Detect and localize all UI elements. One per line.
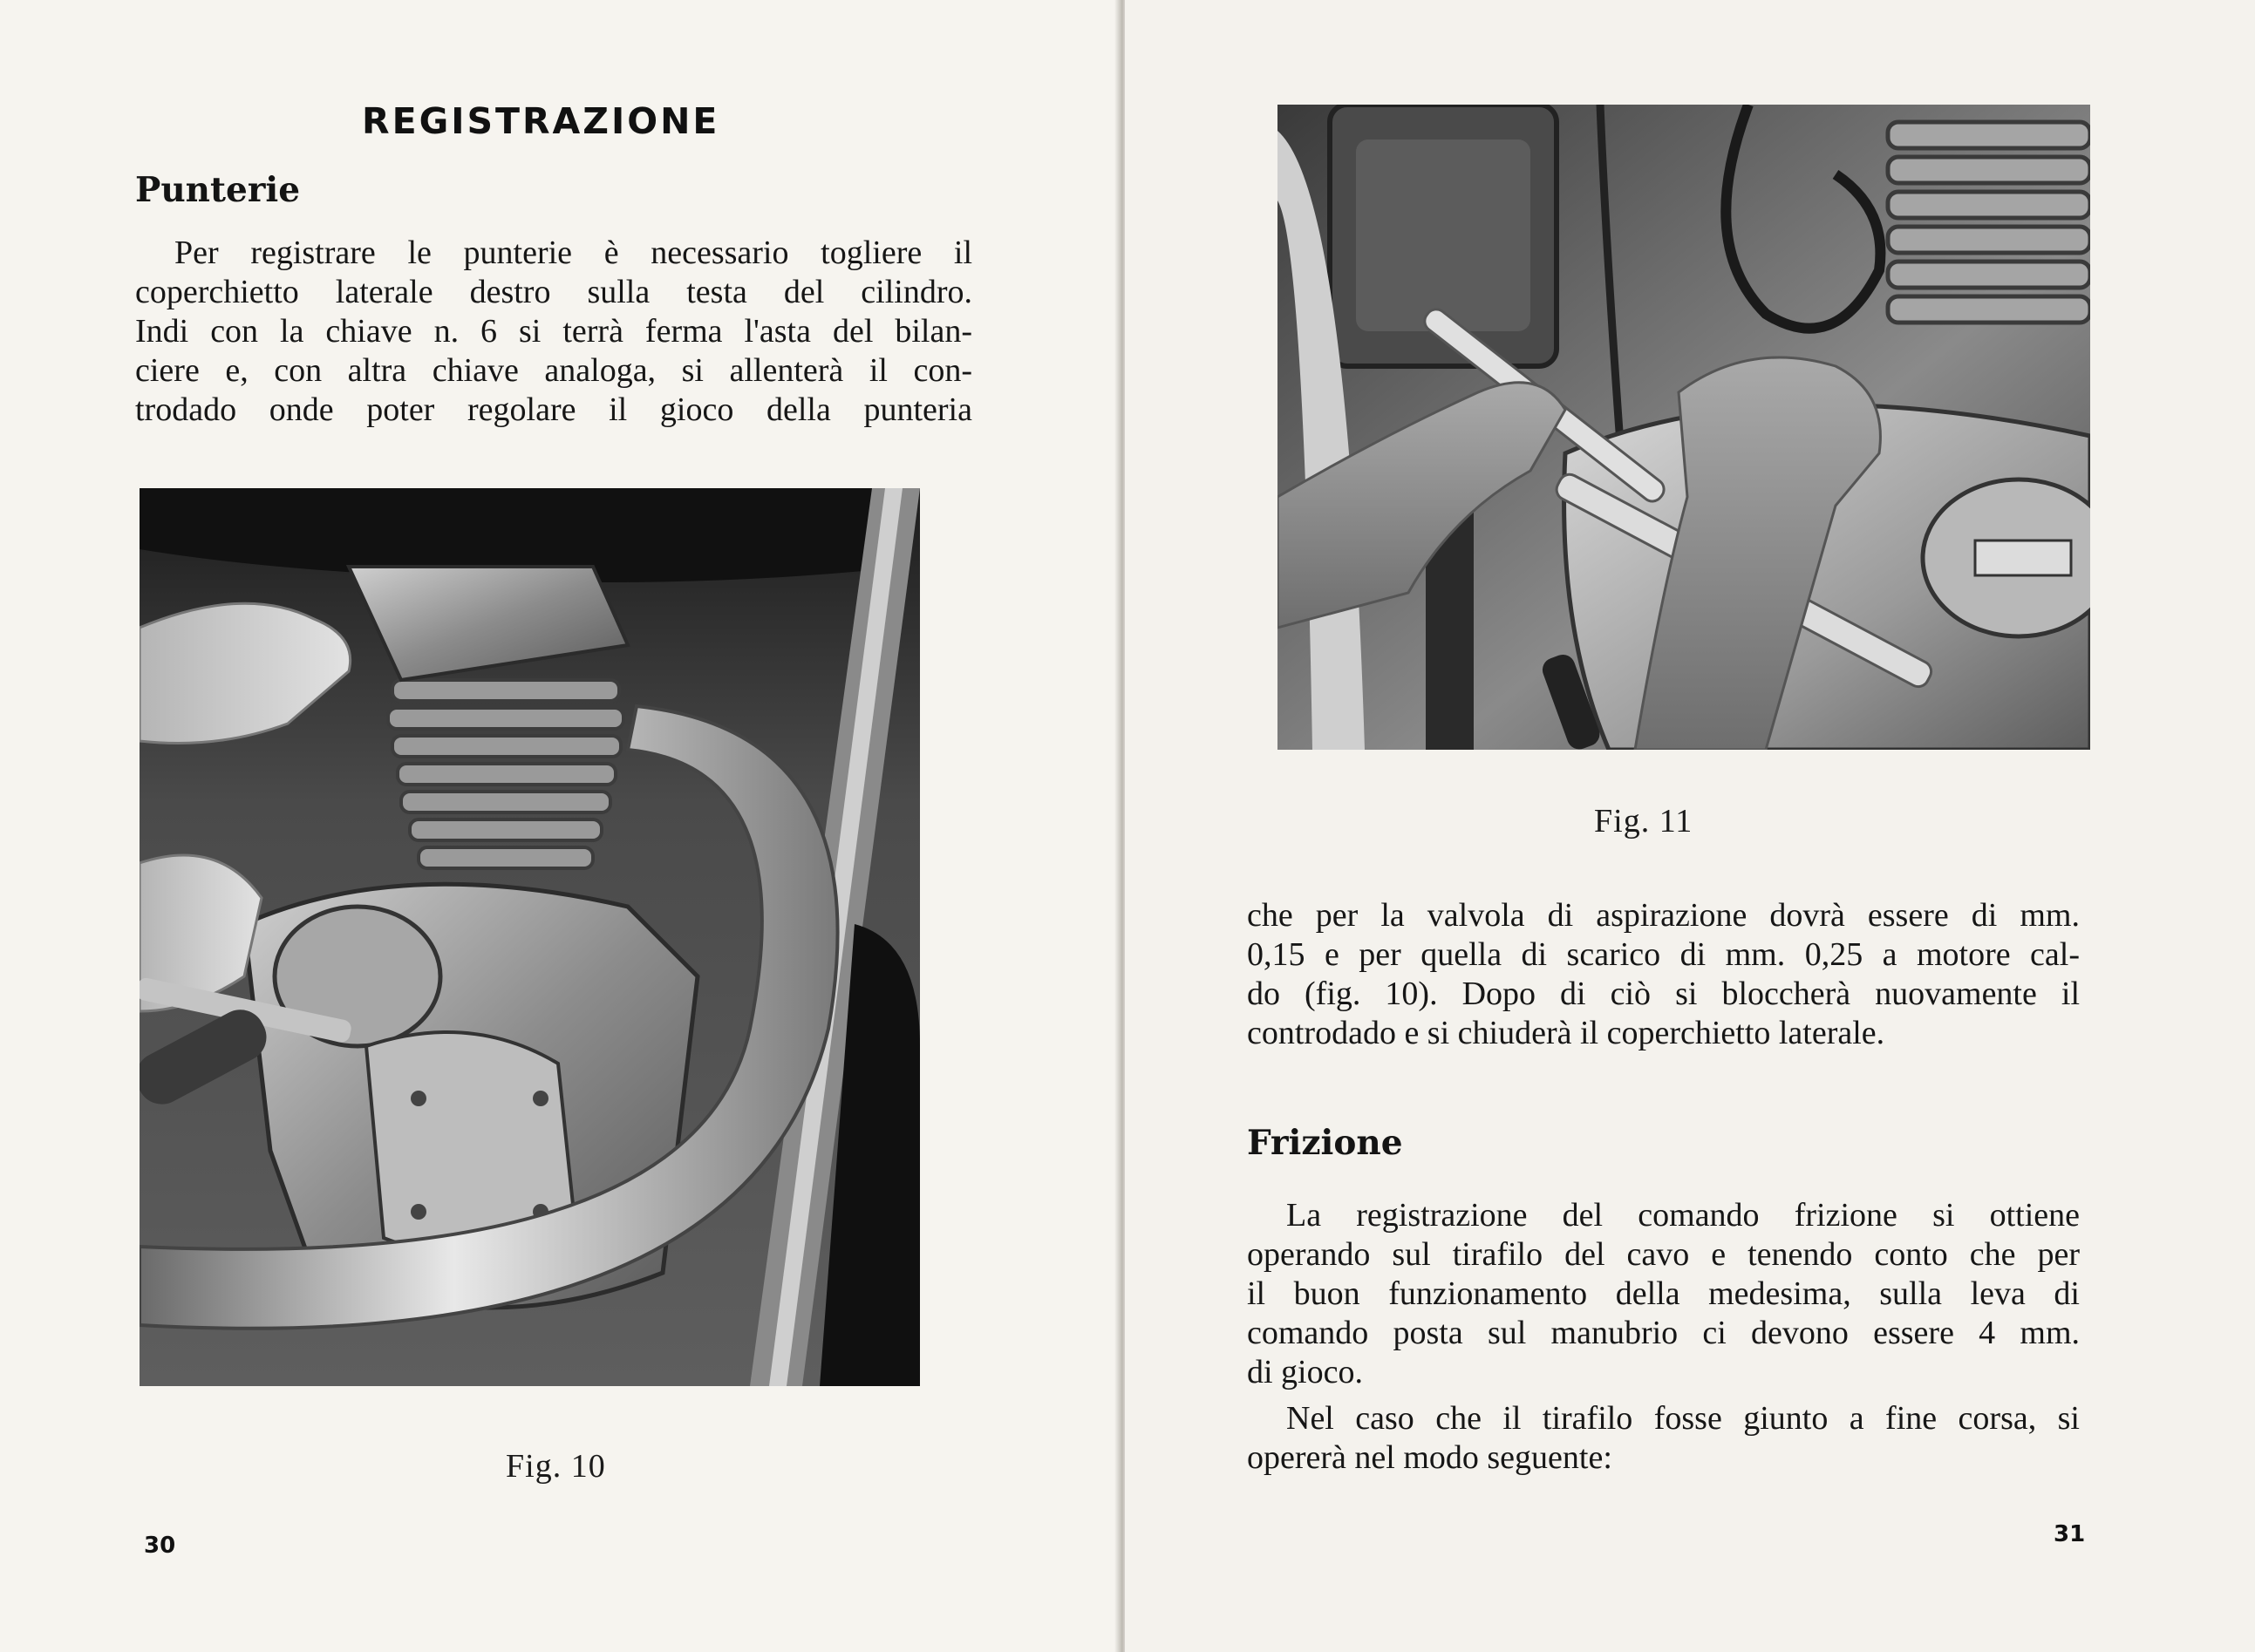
figure-11-photo (1277, 105, 2090, 750)
text-line: comando posta sul manubrio ci devono essere 4 mm. (1247, 1315, 2080, 1351)
wrench-hands-photo-illustration (1277, 105, 2090, 750)
text-line: ciere e, con altra chiave analoga, si allenterà il con- (135, 352, 972, 389)
page-number-left: 30 (144, 1533, 176, 1559)
figure-10-photo (140, 488, 920, 1386)
text-line: operando sul tirafilo del cavo e tenendo conto che per (1247, 1236, 2080, 1273)
engine-photo-illustration (140, 488, 920, 1386)
paragraph-clutch (1247, 1196, 2080, 1392)
paragraph-punterie (135, 234, 972, 430)
section-title: REGISTRAZIONE (362, 100, 720, 142)
subheading-frizione: Frizione (1247, 1123, 1403, 1163)
subheading-punterie: Punterie (135, 170, 301, 210)
paragraph-cable-end (1247, 1399, 2080, 1478)
right-page (1125, 0, 2255, 1652)
text-line: che per la valvola di aspirazione dovrà essere di mm. (1247, 897, 2080, 934)
text-line: di gioco. (1247, 1354, 1363, 1390)
left-page (0, 0, 1121, 1652)
text-line: Nel caso che il tirafilo fosse giunto a fine corsa, si (1286, 1400, 2080, 1437)
text-line: Per registrare le punterie è necessario togliere il (174, 235, 972, 271)
text-line: coperchietto laterale destro sulla testa del cilindro. (135, 274, 972, 310)
text-line: Indi con la chiave n. 6 si terrà ferma l'asta del bilan- (135, 313, 972, 350)
figure-10-caption: Fig. 10 (506, 1448, 606, 1485)
figure-11-caption: Fig. 11 (1594, 803, 1693, 840)
text-line: il buon funzionamento della medesima, sulla leva di (1247, 1275, 2080, 1312)
text-line: La registrazione del comando frizione si ottiene (1286, 1197, 2080, 1234)
text-line: controdado e si chiuderà il coperchietto laterale. (1247, 1015, 1885, 1051)
text-line: do (fig. 10). Dopo di ciò si bloccherà nuovamente il (1247, 976, 2080, 1012)
text-line: 0,15 e per quella di scarico di mm. 0,25 a motore cal- (1247, 936, 2080, 973)
text-line: trodado onde poter regolare il gioco della punteria (135, 391, 972, 428)
paragraph-valve-clearance (1247, 896, 2080, 1053)
text-line: opererà nel modo seguente: (1247, 1439, 1612, 1476)
page-number-right: 31 (2054, 1521, 2086, 1547)
